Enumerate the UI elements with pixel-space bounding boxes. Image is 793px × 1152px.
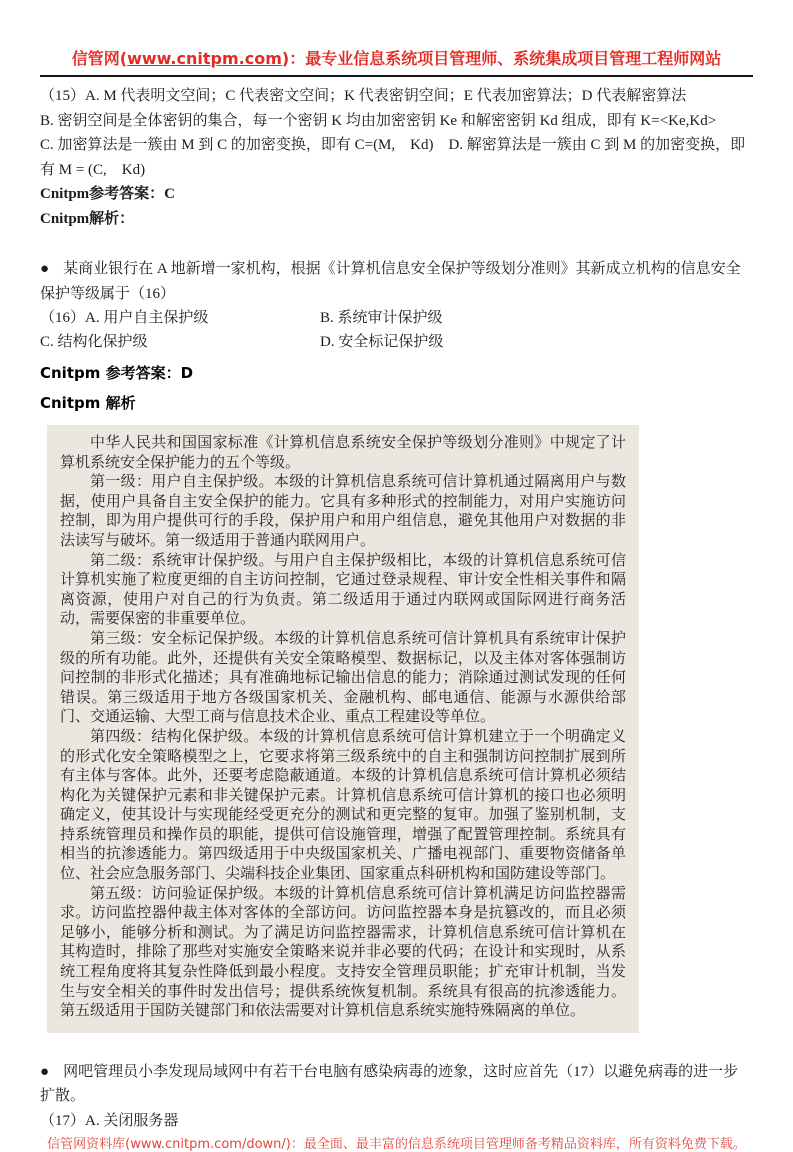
q15-analysis-label: Cnitpm解析： (40, 210, 135, 227)
bullet-icon: ● (40, 1063, 50, 1080)
question-15-block (40, 84, 753, 231)
q15-option-b-line: B. 密钥空间是全体密钥的集合，每一个密钥 K 均由加密密钥 Ke 和解密密钥 Kd 组成，即有 K=<Ke,Kd> (40, 112, 717, 129)
q16-stem (40, 257, 753, 306)
q17-stem-text: 网吧管理员小李发现局域网中有若干台电脑有感染病毒的迹象，这时应首先（17）以避免病毒的进一步扩散。 (40, 1063, 739, 1105)
q16-reference-answer: Cnitpm 参考答案：D (40, 364, 194, 382)
explanation-paragraph: 第三级：安全标记保护级。本级的计算机信息系统可信计算机具有系统审计保护级的所有功能。此外，还提供有关安全策略模型、数据标记，以及主体对客体强制访问控制的非形式化描述；具有准确地标记输出信息的能力；消除通过测试发现的任何错误。第三级适用于地方各级国家机关、金融机构、邮电通信、能源与水源供给部门、交通运输、大型工商与信息技术企业、重点工程建设等单位。 (60, 630, 626, 726)
explanation-paragraph: 第五级：访问验证保护级。本级的计算机信息系统可信计算机满足访问监控器需求。访问监控器仲裁主体对客体的全部访问。访问监控器本身是抗篡改的，而且必须足够小，能够分析和测试。为了满足访问监控器需求，计算机信息系统可信计算机在其构造时，排除了那些对实施安全策略来说并非必要的代码；在设计和实现时，从系统工程角度将其复杂性降低到最小程度。支持安全管理员职能；扩充审计机制，当发生与安全相关的事件时发出信号；提供系统恢复机制。系统具有很高的抗渗透能力。第五级适用于国防关键部门和依法需要对计算机信息系统实施特殊隔离的单位。 (60, 885, 626, 1020)
page-footer (40, 1133, 753, 1152)
q16-option-d: D. 安全标记保护级 (320, 334, 444, 350)
footer-text: 信管网资料库(www.cnitpm.com/down/)：最全面、最丰富的信息系统项目管理师备考精品资料库，所有资料免费下载。 (47, 1137, 746, 1152)
header-site-name: 信管网( (71, 49, 128, 68)
header-colon: )： (281, 49, 306, 68)
q17-option-a: （17）A. 关闭服务器 (40, 1112, 179, 1129)
q17-stem (40, 1060, 753, 1109)
question-16-block (40, 257, 753, 416)
bullet-icon: ● (40, 261, 50, 277)
q16-options-row-1 (40, 306, 753, 330)
header-tagline: 最专业信息系统项目管理师、系统集成项目管理工程师网站 (305, 49, 722, 68)
q16-stem-text: 某商业银行在 A 地新增一家机构，根据《计算机信息安全保护等级划分准则》其新成立机构的信息安全保护等级属于（16） (40, 261, 741, 302)
q16-analysis-label: Cnitpm 解析 (40, 394, 136, 412)
q15-option-a-line: （15）A. M 代表明文空间；C 代表密文空间；K 代表密钥空间；E 代表加密算法；D 代表解密算法 (40, 88, 687, 104)
q15-reference-answer: Cnitpm参考答案：C (40, 186, 176, 202)
q16-option-c: C. 结构化保护级 (40, 334, 148, 350)
explanation-paragraph: 中华人民共和国国家标准《计算机信息系统安全保护等级划分准则》中规定了计算机系统安全保护能力的五个等级。 (60, 435, 626, 471)
q16-options-row-2 (40, 330, 753, 354)
question-17-block (40, 1060, 753, 1134)
q16-option-a: （16）A. 用户自主保护级 (40, 310, 209, 326)
q16-option-b: B. 系统审计保护级 (320, 310, 443, 326)
explanation-paragraph: 第一级：用户自主保护级。本级的计算机信息系统可信计算机通过隔离用户与数据，使用户具备自主安全保护的能力。它具有多种形式的控制能力，对用户实施访问控制，即为用户提供可行的手段，保护用户和用户组信息，避免其他用户对数据的非法读写与破坏。第一级适用于普通内联网用户。 (60, 474, 626, 549)
q15-option-cd-line: C. 加密算法是一簇由 M 到 C 的加密变换，即有 C=(M, Kd) D. 解密算法是一簇由 C 到 M 的加密变换，即有 M = (C, Kd) (40, 137, 746, 178)
header-site-link[interactable]: www.cnitpm.com (127, 49, 282, 68)
explanation-scan-box (47, 425, 639, 1033)
explanation-paragraph: 第二级：系统审计保护级。与用户自主保护级相比，本级的计算机信息系统可信计算机实施了粒度更细的自主访问控制，它通过登录规程、审计安全性相关事件和隔离资源，使用户对自己的行为负责。第二级适用于通过内联网或国际网进行商务活动，需要保密的非重要单位。 (60, 552, 626, 628)
page-header (40, 46, 753, 77)
explanation-paragraph: 第四级：结构化保护级。本级的计算机信息系统可信计算机建立于一个明确定义的形式化安全策略模型之上，它要求将第三级系统中的自主和强制访问控制扩展到所有主体与客体。此外，还要考虑隐蔽通道。本级的计算机信息系统可信计算机必须结构化为关键保护元素和非关键保护元素。计算机信息系统可信计算机的接口也必须明确定义，使其设计与实现能经受更充分的测试和更完整的复审。加强了鉴别机制，支持系统管理员和操作员的职能，提供可信设施管理，增强了配置管理控制。系统具有相当的抗渗透能力。第四级适用于中央级国家机关、广播电视部门、重要物资储备单位、社会应急服务部门、尖端科技企业集团、国家重点科研机构和国防建设等部门。 (60, 728, 626, 883)
